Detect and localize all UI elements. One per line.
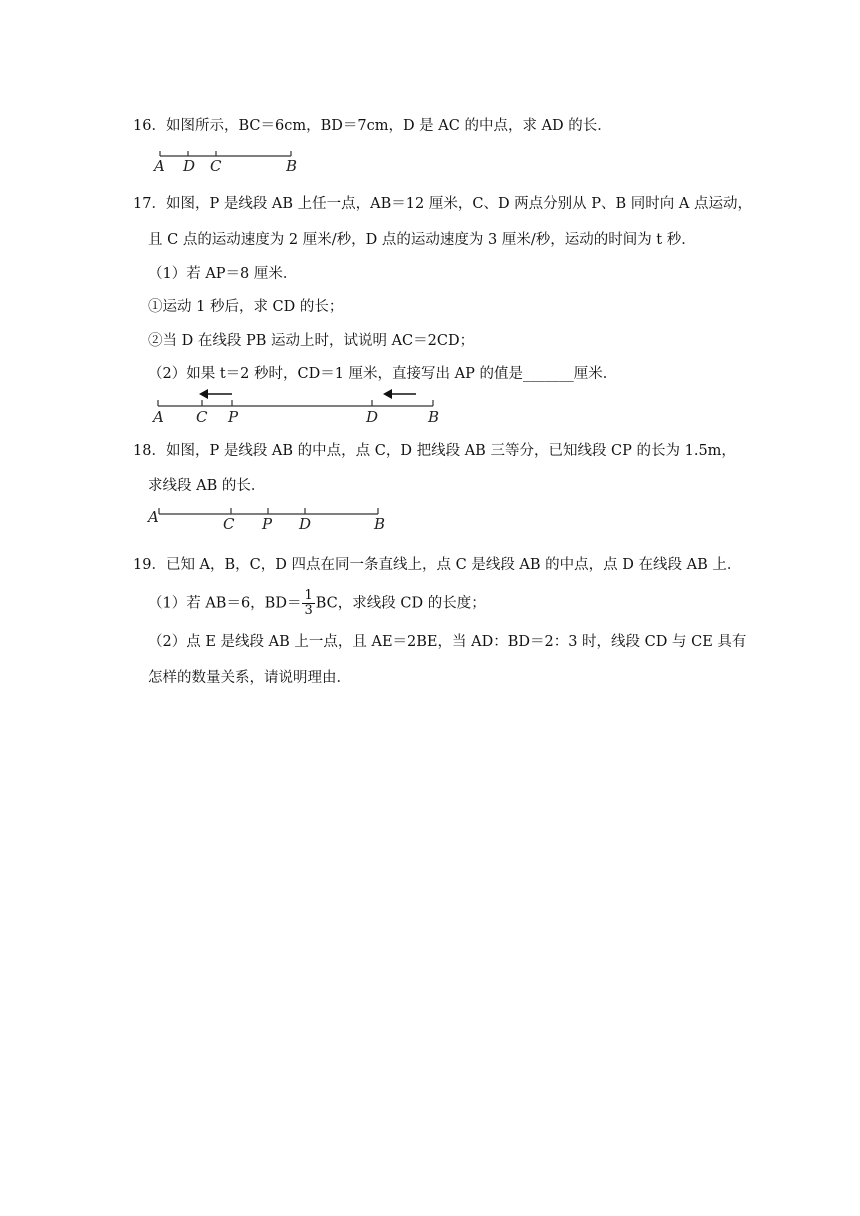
q19-part2-line2: 怎样的数量关系，请说明理由．: [148, 670, 351, 686]
q19-part1: [148, 589, 486, 618]
q19-fraction-num: 1: [304, 588, 313, 603]
q18-label-a: A: [148, 508, 159, 526]
q19-part2-line1: （2）点 E 是线段 AB 上一点，且 AE＝2BE，当 AD：BD＝2：3 时，线段 CD 与 CE 具有: [148, 634, 747, 650]
q18-label-p: P: [262, 515, 273, 533]
q18-label-c: C: [223, 515, 235, 533]
q19-part1-pre: （1）若 AB＝6，BD＝: [148, 595, 302, 612]
q16-text: 16．如图所示，BC＝6cm，BD＝7cm，D 是 AC 的中点，求 AD 的长．: [133, 118, 612, 134]
q19-line1: 19．已知 A，B，C，D 四点在同一条直线上，点 C 是线段 AB 的中点，点 D 在线段 AB 上．: [133, 557, 742, 573]
q16-label-b: B: [286, 157, 298, 175]
q19-fraction: [302, 589, 314, 618]
q17-part1: （1）若 AP＝8 厘米．: [148, 266, 298, 282]
q19-fraction-den: 3: [304, 603, 313, 618]
q16-label-a: A: [154, 157, 165, 175]
q17-sub2: ②当 D 在线段 PB 运动上时，试说明 AC＝2CD；: [148, 333, 475, 349]
q16-label-c: C: [210, 157, 222, 175]
q18-label-d: D: [299, 515, 312, 533]
q18-line2: 求线段 AB 的长．: [148, 478, 266, 494]
q18-line1: 18．如图，P 是线段 AB 的中点，点 C，D 把线段 AB 三等分，已知线段 CP 的长为 1.5m，: [133, 443, 736, 459]
q17-line2: 且 C 点的运动速度为 2 厘米/秒，D 点的运动速度为 3 厘米/秒，运动的时间为 t 秒．: [148, 232, 696, 248]
q17-part2: （2）如果 t＝2 秒时，CD＝1 厘米，直接写出 AP 的值是_______厘米．: [148, 366, 618, 382]
q17-label-b: B: [428, 408, 440, 426]
q17-label-d: D: [366, 408, 379, 426]
q17-line1: 17．如图，P 是线段 AB 上任一点，AB＝12 厘米，C、D 两点分别从 P、B 同时向 A 点运动，: [133, 196, 752, 212]
q17-label-a: A: [153, 408, 164, 426]
q17-label-p: P: [228, 408, 239, 426]
q19-part1-post: BC，求线段 CD 的长度；: [315, 595, 486, 612]
q17-sub1: ①运动 1 秒后，求 CD 的长；: [148, 299, 344, 315]
q18-label-b: B: [374, 515, 386, 533]
q16-label-d: D: [183, 157, 196, 175]
q17-label-c: C: [196, 408, 208, 426]
